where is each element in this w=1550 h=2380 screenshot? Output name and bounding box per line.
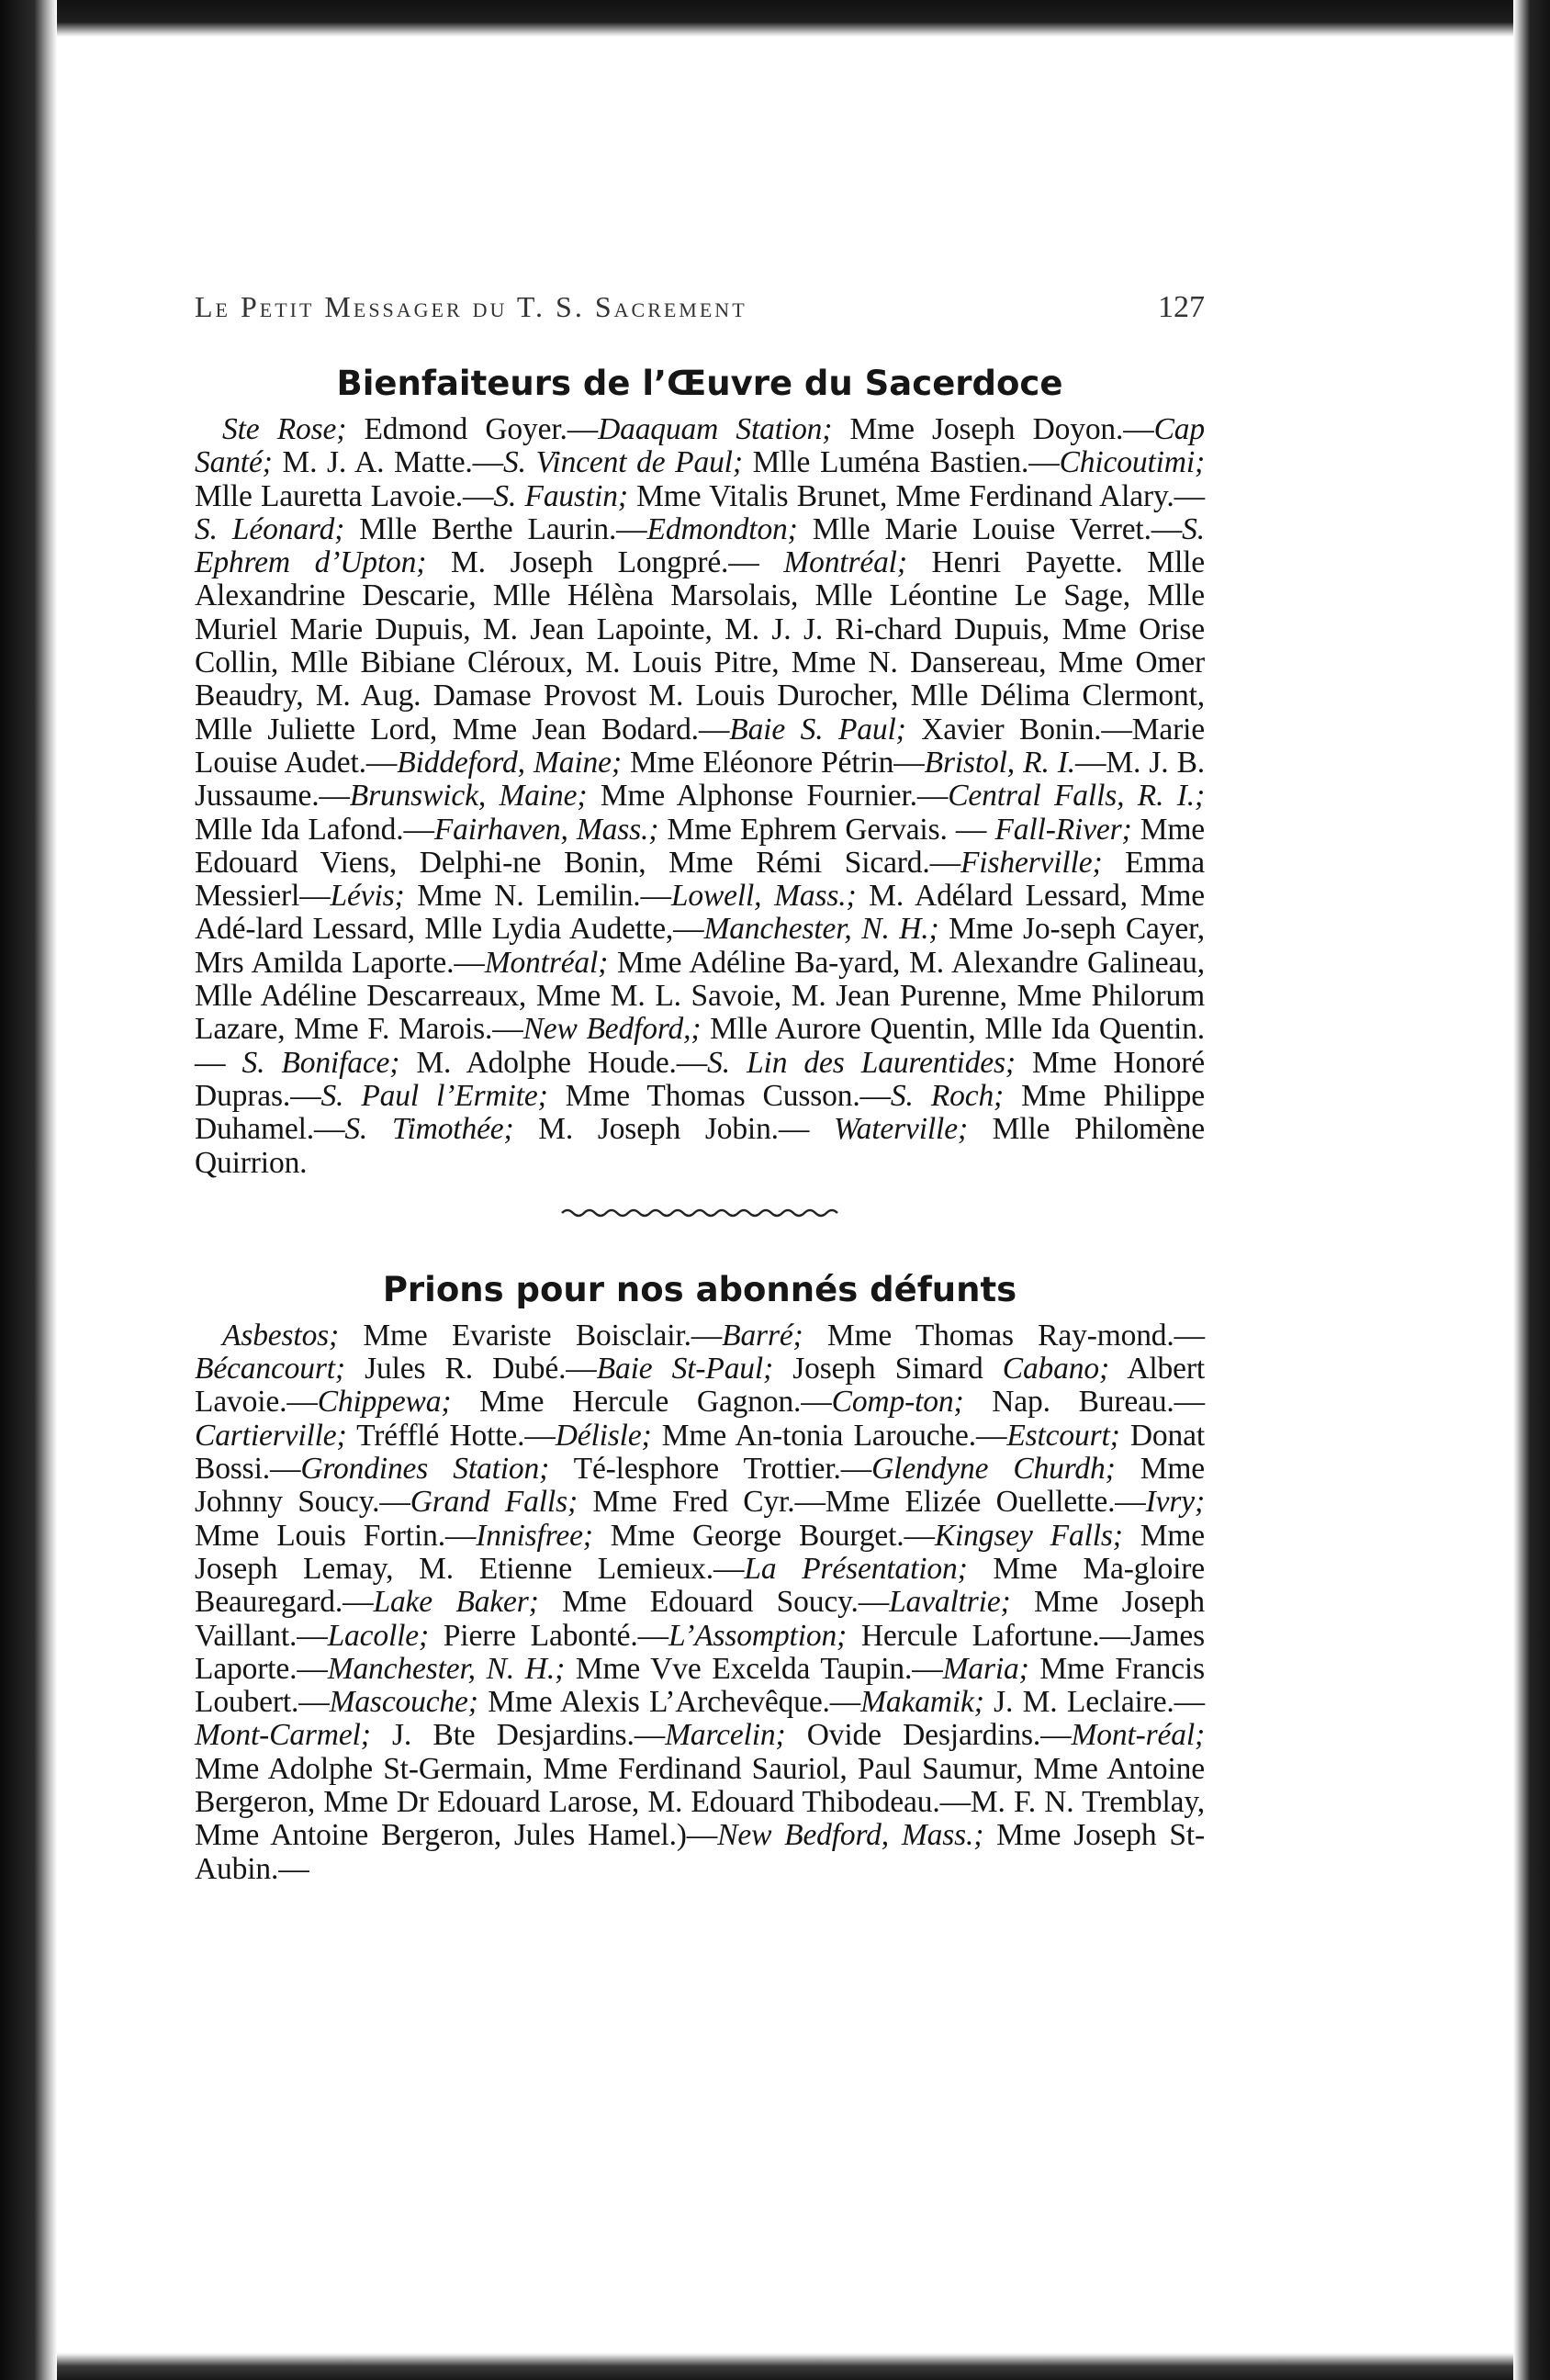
place-name: L’Assomption; (668, 1618, 848, 1653)
running-head (195, 283, 1205, 331)
section-title-bienfaiteurs: Bienfaiteurs de l’Œuvre du Sacerdoce (336, 364, 1063, 403)
scan-edge-bottom (57, 2352, 1513, 2380)
place-name: New Bedford,; (522, 1012, 702, 1047)
place-name: Asbestos; (222, 1318, 340, 1353)
ornament-divider (560, 1204, 839, 1222)
place-name: Cabano; (1002, 1352, 1109, 1386)
place-name: Cartierville; (195, 1418, 347, 1453)
scan-edge-left (0, 0, 57, 2380)
place-name: S. Roch; (890, 1078, 1005, 1113)
place-name: Daaquam Station; (598, 412, 833, 446)
place-name: Estcourt; (1006, 1418, 1120, 1453)
scan-edge-right (1513, 0, 1550, 2380)
place-name: S. Paul l’Ermite; (320, 1078, 548, 1113)
place-name: S. Ephrem d’Upton; (195, 511, 1205, 580)
section-title-defunts: Prions pour nos abonnés défunts (382, 1269, 1017, 1309)
place-name: Innisfree; (476, 1518, 593, 1553)
place-name: S. Boniface; (241, 1045, 400, 1080)
place-name: Mascouche; (329, 1685, 478, 1720)
place-name: Edmondton; (646, 511, 798, 546)
place-name: Délisle; (555, 1418, 652, 1453)
place-name: Central Falls, R. I.; (948, 779, 1205, 814)
place-name: Kingsey Falls; (934, 1518, 1123, 1553)
place-name: Baie S. Paul; (729, 712, 906, 747)
place-name: Maria; (942, 1651, 1029, 1686)
place-name: Lavaltrie; (889, 1585, 1011, 1620)
bienfaiteurs-paragraph: Ste Rose; Edmond Goyer.—Daaquam Station; Mme Joseph Doyon.—Cap Santé; M. J. A. Matte.—S. Vincent de Paul; Mlle Luména Bastien.—Chicoutimi; Mlle Lauretta Lavoie.—S. Faustin; Mme Vitalis Brunet, Mme Ferdinand Alary.—S. Léonard; Mlle Berthe Laurin.—Edmondton; Mlle Marie Louise Verret.—S. Ephrem d’Upton; M. Joseph Longpré.— Montréal; Henri Payette. Mlle Alexandrine Descarie, Mlle Hélèna Marsolais, Mlle Léontine Le Sage, Mlle Muriel Marie Dupuis, M. Jean Lapointe, M. J. J. Ri-chard Dupuis, Mme Orise Collin, Mlle Bibiane Cléroux, M. Louis Pitre, Mme N. Dansereau, Mme Omer Beaudry, M. Aug. Damase Provost M. Louis Durocher, Mlle Délima Clermont, Mlle Juliette Lord, Mme Jean Bodard.—Baie S. Paul; Xavier Bonin.—Marie Louise Audet.—Biddeford, Maine; Mme Eléonore Pétrin—Bristol, R. I.—M. J. B. Jussaume.—Brunswick, Maine; Mme Alphonse Fournier.—Central Falls, R. I.; Mlle Ida Lafond.—Fairhaven, Mass.; Mme Ephrem Gervais. — Fall-River; Mme Edouard Viens, Delphi-ne Bonin, Mme Rémi Sicard.—Fisherville; Emma Messierl—Lévis; Mme N. Lemilin.—Lowell, Mass.; M. Adélard Lessard, Mme Adé-lard Lessard, Mlle Lydia Audette,—Manchester, N. H.; Mme Jo-seph Cayer, Mrs Amilda Laporte.—Montréal; Mme Adéline Ba-yard, M. Alexandre Galineau, Mlle Adéline Descarreaux, Mme M. L. Savoie, M. Jean Purenne, Mme Philorum Lazare, Mme F. Marois.—New Bedford,; Mlle Aurore Quentin, Mlle Ida Quentin.— S. Boniface; M. Adolphe Houde.—S. Lin des Laurentides; Mme Honoré Dupras.—S. Paul l’Ermite; Mme Thomas Cusson.—S. Roch; Mme Philippe Duhamel.—S. Timothée; M. Joseph Jobin.— Waterville; Mlle Philomène Quirrion. (195, 412, 1206, 1180)
place-name: Brunswick, Maine; (349, 779, 588, 814)
place-name: Lowell, Mass.; (670, 879, 857, 914)
place-name: Marcelin; (665, 1718, 786, 1753)
place-name: Ivry; (1145, 1485, 1205, 1520)
page-number: 127 (1158, 290, 1205, 324)
place-name: Makamik; (860, 1685, 984, 1720)
place-name: S. Faustin; (493, 478, 628, 513)
place-name: La Présentation; (744, 1551, 968, 1586)
place-name: Bécancourt; (195, 1352, 345, 1386)
place-name: Grondines Station; (300, 1452, 550, 1487)
place-name: Fisherville; (960, 845, 1103, 880)
place-name: Biddeford, Maine; (397, 745, 622, 780)
place-name: Mont-réal; (1071, 1718, 1205, 1753)
place-name: S. Léonard; (195, 511, 345, 546)
place-name: Waterville; (833, 1112, 968, 1147)
place-name: Manchester, N. H.; (703, 912, 939, 947)
place-name: Glendyne Churdh; (871, 1452, 1116, 1487)
place-name: Fairhaven, Mass.; (433, 812, 659, 847)
place-name: Montréal; (484, 945, 609, 980)
place-name: Barré; (722, 1318, 803, 1353)
place-name: Ste Rose; (222, 412, 347, 446)
defunts-paragraph: Asbestos; Mme Evariste Boisclair.—Barré; Mme Thomas Ray-mond.—Bécancourt; Jules R. Dubé.—Baie St-Paul; Joseph Simard Cabano; Albert Lavoie.—Chippewa; Mme Hercule Gagnon.—Comp-ton; Nap. Bureau.—Cartierville; Tréfflé Hotte.—Délisle; Mme An-tonia Larouche.—Estcourt; Donat Bossi.—Grondines Station; Té-lesphore Trottier.—Glendyne Churdh; Mme Johnny Soucy.—Grand Falls; Mme Fred Cyr.—Mme Elizée Ouellette.—Ivry; Mme Louis Fortin.—Innisfree; Mme George Bourget.—Kingsey Falls; Mme Joseph Lemay, M. Etienne Lemieux.—La Présentation; Mme Ma-gloire Beauregard.—Lake Baker; Mme Edouard Soucy.—Lavaltrie; Mme Joseph Vaillant.—Lacolle; Pierre Labonté.—L’Assomption; Hercule Lafortune.—James Laporte.—Manchester, N. H.; Mme Vve Excelda Taupin.—Maria; Mme Francis Loubert.—Mascouche; Mme Alexis L’Archevêque.—Makamik; J. M. Leclaire.—Mont-Carmel; J. Bte Desjardins.—Marcelin; Ovide Desjardins.—Mont-réal; Mme Adolphe St-Germain, Mme Ferdinand Sauriol, Paul Saumur, Mme Antoine Bergeron, Mme Dr Edouard Larose, M. Edouard Thibodeau.—M. F. N. Tremblay, Mme Antoine Bergeron, Jules Hamel.)—New Bedford, Mass.; Mme Joseph St-Aubin.— (195, 1318, 1206, 1886)
scan-edge-top (57, 0, 1550, 37)
place-name: Fall-River; (994, 812, 1132, 847)
place-name: S. Timothée; (344, 1112, 514, 1147)
page-content (195, 283, 1205, 1886)
place-name: Lacolle; (327, 1618, 430, 1653)
place-name: Comp-ton; (831, 1385, 964, 1420)
place-name: Baie St-Paul; (596, 1352, 774, 1386)
place-name: S. Lin des Laurentides; (707, 1045, 1016, 1080)
place-name: Lake Baker; (373, 1585, 539, 1620)
running-head-title: Le Petit Messager du T. S. Sacrement (195, 290, 747, 323)
place-name: Grand Falls; (410, 1485, 578, 1520)
place-name: Montréal; (783, 545, 907, 580)
place-name: Manchester, N. H.; (327, 1651, 566, 1686)
place-name: Chippewa; (317, 1385, 452, 1420)
place-name: S. Vincent de Paul; (503, 445, 743, 480)
place-name: Chicoutimi; (1059, 445, 1206, 480)
place-name: Lévis; (330, 879, 405, 914)
place-name: Mont-Carmel; (195, 1718, 371, 1753)
place-name: New Bedford, Mass.; (717, 1818, 984, 1853)
place-name: Cap Santé; (195, 412, 1205, 480)
place-name: Bristol, R. I. (924, 745, 1076, 780)
